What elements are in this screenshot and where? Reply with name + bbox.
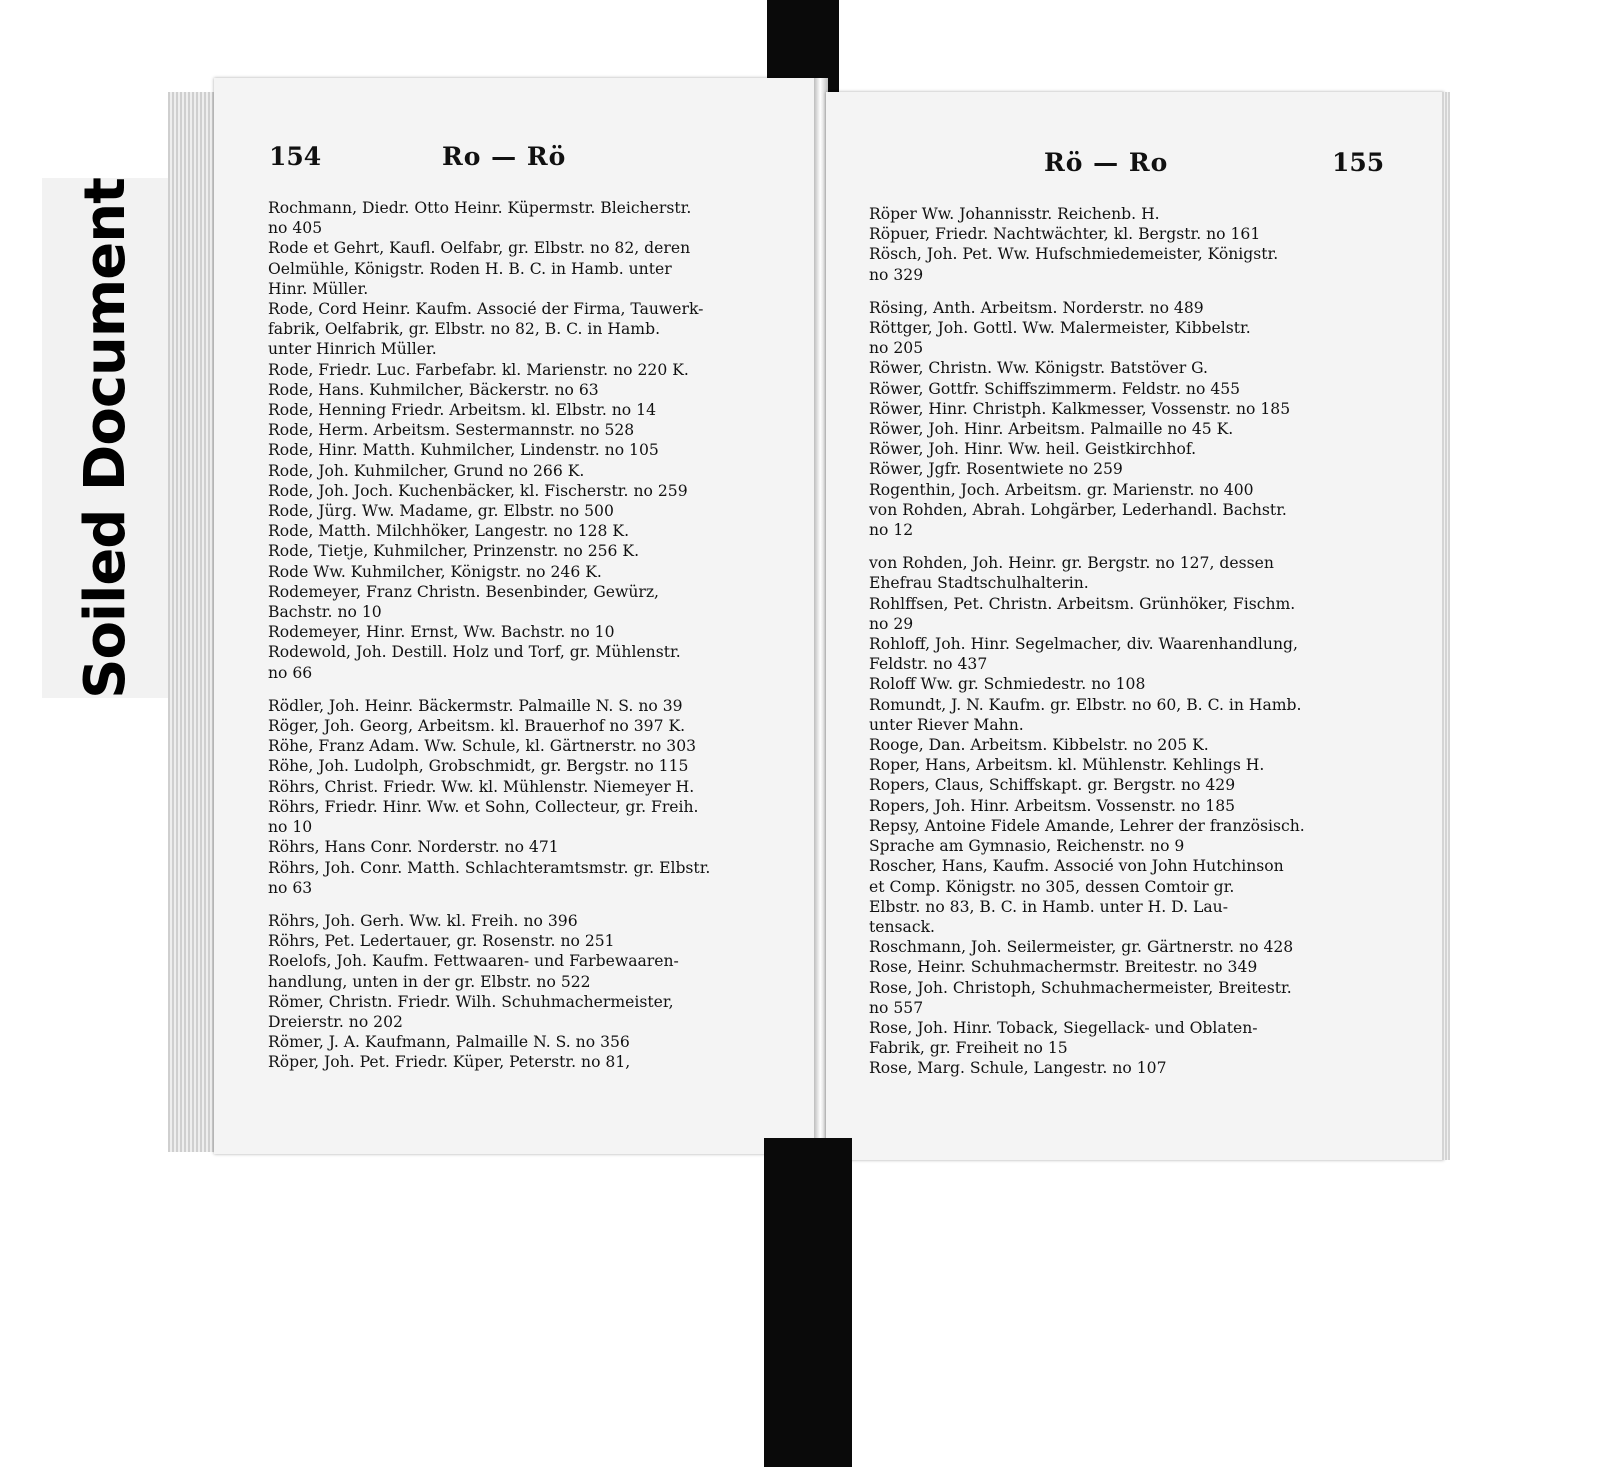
directory-entry <box>869 244 1305 284</box>
right-page-title: Rö — Ro <box>1044 148 1169 177</box>
directory-entry <box>869 204 1305 224</box>
entry-line: Röwer, Christn. Ww. Königstr. Batstöver G. <box>869 359 1208 378</box>
entry-line: Rode, Joh. Kuhmilcher, Grund no 266 K. <box>268 461 585 480</box>
entry-line: Röhrs, Christ. Friedr. Ww. kl. Mühlenstr. Niemeyer H. <box>268 777 695 796</box>
entry-line: Rödler, Joh. Heinr. Bäckermstr. Palmaille N. S. no 39 <box>268 696 683 715</box>
entry-line: Roper, Hans, Arbeitsm. kl. Mühlenstr. Kehlings H. <box>869 756 1265 775</box>
directory-entry <box>869 634 1305 674</box>
directory-entry <box>869 379 1305 399</box>
directory-entry <box>268 1052 710 1072</box>
right-page-entries <box>869 204 1305 1079</box>
directory-entry <box>869 553 1305 593</box>
directory-entry <box>869 856 1305 937</box>
directory-entry <box>869 816 1305 856</box>
directory-entry <box>869 735 1305 755</box>
entry-line: Rode et Gehrt, Kaufl. Oelfabr, gr. Elbstr. no 82, deren <box>268 239 691 258</box>
directory-entry <box>268 582 710 622</box>
directory-entry <box>268 360 710 380</box>
directory-entry <box>268 198 710 238</box>
entry-line: no 205 <box>869 339 924 358</box>
entry-line: Rodemeyer, Hinr. Ernst, Ww. Bachstr. no 10 <box>268 623 615 642</box>
directory-entry <box>268 777 710 797</box>
directory-entry <box>869 224 1305 244</box>
entry-line: Romundt, J. N. Kaufm. gr. Elbstr. no 60, B. C. in Hamb. <box>869 695 1302 714</box>
entry-line: unter Riever Mahn. <box>869 715 1024 734</box>
directory-entry <box>268 696 710 716</box>
right-page <box>826 92 1444 1160</box>
directory-entry <box>869 674 1305 694</box>
entry-line: Römer, Christn. Friedr. Wilh. Schuhmachermeister, <box>268 992 674 1011</box>
entry-line: Rode, Joh. Joch. Kuchenbäcker, kl. Fischerstr. no 259 <box>268 481 688 500</box>
entry-line: Rochmann, Diedr. Otto Heinr. Küpermstr. Bleicherstr. <box>268 199 692 217</box>
directory-entry <box>869 978 1305 1018</box>
entry-line: Röper, Joh. Pet. Friedr. Küper, Peterstr. no 81, <box>268 1053 631 1072</box>
directory-entry <box>869 419 1305 439</box>
entry-line: Sprache am Gymnasio, Reichenstr. no 9 <box>869 837 1185 856</box>
entry-line: Röhrs, Joh. Gerh. Ww. kl. Freih. no 396 <box>268 911 578 930</box>
directory-entry <box>869 358 1305 378</box>
entry-line: Röttger, Joh. Gottl. Ww. Malermeister, Kibbelstr. <box>869 319 1251 338</box>
directory-entry <box>268 521 710 541</box>
entry-line: Rösing, Anth. Arbeitsm. Norderstr. no 489 <box>869 298 1204 317</box>
entry-line: Röper Ww. Johannisstr. Reichenb. H. <box>869 205 1160 223</box>
directory-entry <box>268 951 710 991</box>
entry-line: Hinr. Müller. <box>268 279 369 298</box>
left-page-number: 154 <box>269 142 322 171</box>
right-page-header <box>826 148 1444 184</box>
directory-entry <box>268 420 710 440</box>
right-page-edges <box>1442 92 1450 1160</box>
entry-line: Rode, Matth. Milchhöker, Langestr. no 128 K. <box>268 522 630 541</box>
entry-line: Rohlffsen, Pet. Christn. Arbeitsm. Grünhöker, Fischm. <box>869 594 1296 613</box>
entry-line: no 405 <box>268 219 323 238</box>
entry-line: Römer, J. A. Kaufmann, Palmaille N. S. no 356 <box>268 1033 630 1052</box>
entry-line: Röhrs, Joh. Conr. Matth. Schlachteramtsmstr. gr. Elbstr. <box>268 858 711 877</box>
directory-entry <box>869 937 1305 957</box>
entry-line: no 10 <box>268 818 313 837</box>
directory-entry <box>869 298 1305 318</box>
entry-line: Bachstr. no 10 <box>268 603 382 622</box>
entry-line: Roschmann, Joh. Seilermeister, gr. Gärtnerstr. no 428 <box>869 938 1294 957</box>
entry-line: handlung, unten in der gr. Elbstr. no 522 <box>268 972 591 991</box>
entry-line: Röhrs, Friedr. Hinr. Ww. et Sohn, Collecteur, gr. Freih. <box>268 797 699 816</box>
directory-entry <box>869 775 1305 795</box>
entry-line: Rösch, Joh. Pet. Ww. Hufschmiedemeister, Königstr. <box>869 245 1279 264</box>
directory-entry <box>268 756 710 776</box>
entry-line: Rode, Henning Friedr. Arbeitsm. kl. Elbstr. no 14 <box>268 401 656 420</box>
directory-entry <box>869 755 1305 775</box>
directory-entry <box>268 992 710 1032</box>
entry-line: Roelofs, Joh. Kaufm. Fettwaaren- und Farbewaaren- <box>268 952 679 971</box>
spine-bottom <box>764 1138 852 1467</box>
directory-entry <box>869 957 1305 977</box>
directory-entry <box>268 642 710 682</box>
entry-line: no 66 <box>268 663 313 682</box>
directory-entry <box>869 399 1305 419</box>
entry-line: Ropers, Claus, Schiffskapt. gr. Bergstr. no 429 <box>869 776 1236 795</box>
entry-line: Rodewold, Joh. Destill. Holz und Torf, gr. Mühlenstr. <box>268 643 681 662</box>
directory-entry <box>268 461 710 481</box>
entry-line: Rose, Joh. Hinr. Toback, Siegellack- und Oblaten- <box>869 1018 1258 1037</box>
entry-line: Rode, Hinr. Matth. Kuhmilcher, Lindenstr. no 105 <box>268 441 659 460</box>
entry-line: et Comp. Königstr. no 305, dessen Comtoir gr. <box>869 877 1235 896</box>
entry-line: Rose, Marg. Schule, Langestr. no 107 <box>869 1059 1167 1078</box>
entry-line: Rode, Hans. Kuhmilcher, Bäckerstr. no 63 <box>268 380 599 399</box>
entry-line: Röhrs, Pet. Ledertauer, gr. Rosenstr. no 251 <box>268 932 615 951</box>
entry-line: Rogenthin, Joch. Arbeitsm. gr. Marienstr. no 400 <box>869 480 1254 499</box>
entry-line: Rose, Joh. Christoph, Schuhmachermeister, Breitestr. <box>869 978 1292 997</box>
directory-entry <box>268 716 710 736</box>
entry-line: Röwer, Hinr. Christph. Kalkmesser, Vossenstr. no 185 <box>869 399 1291 418</box>
directory-entry <box>268 797 710 837</box>
entry-line: Rohloff, Joh. Hinr. Segelmacher, div. Waarenhandlung, <box>869 635 1298 654</box>
entry-line: Röhe, Joh. Ludolph, Grobschmidt, gr. Bergstr. no 115 <box>268 757 689 776</box>
directory-entry <box>268 931 710 951</box>
entry-line: Rode, Tietje, Kuhmilcher, Prinzenstr. no 256 K. <box>268 542 640 561</box>
entry-line: Ehefrau Stadtschulhalterin. <box>869 574 1089 593</box>
left-page-header <box>214 142 818 178</box>
left-page-entries <box>268 198 710 1073</box>
entry-line: Röwer, Joh. Hinr. Ww. heil. Geistkirchhof. <box>869 440 1197 459</box>
entry-line: Fabrik, gr. Freiheit no 15 <box>869 1039 1068 1058</box>
entry-line: Rode, Herm. Arbeitsm. Sestermannstr. no 528 <box>268 421 635 440</box>
entry-line: Elbstr. no 83, B. C. in Hamb. unter H. D. Lau- <box>869 897 1228 916</box>
entry-line: Rode, Friedr. Luc. Farbefabr. kl. Marienstr. no 220 K. <box>268 360 689 379</box>
entry-line: Röhe, Franz Adam. Ww. Schule, kl. Gärtnerstr. no 303 <box>268 737 697 756</box>
entry-line: Repsy, Antoine Fidele Amande, Lehrer der französisch. <box>869 816 1305 835</box>
entry-line: Rode, Cord Heinr. Kaufm. Associé der Firma, Tauwerk- <box>268 300 704 319</box>
directory-entry <box>869 459 1305 479</box>
entry-line: no 329 <box>869 265 924 284</box>
entry-line: no 63 <box>268 878 313 897</box>
entry-gap <box>268 683 710 696</box>
entry-line: no 557 <box>869 998 924 1017</box>
directory-entry <box>268 1032 710 1052</box>
directory-entry <box>869 1018 1305 1058</box>
directory-entry <box>268 736 710 756</box>
entry-line: Rode Ww. Kuhmilcher, Königstr. no 246 K. <box>268 562 602 581</box>
entry-line: Röwer, Joh. Hinr. Arbeitsm. Palmaille no 45 K. <box>869 420 1234 439</box>
directory-entry <box>268 481 710 501</box>
entry-line: Roscher, Hans, Kaufm. Associé von John Hutchinson <box>869 857 1284 876</box>
entry-gap <box>869 285 1305 298</box>
entry-line: unter Hinrich Müller. <box>268 340 437 359</box>
entry-line: Oelmühle, Königstr. Roden H. B. C. in Hamb. unter <box>268 259 672 278</box>
directory-entry <box>268 562 710 582</box>
directory-entry <box>268 501 710 521</box>
directory-entry <box>869 500 1305 540</box>
entry-line: Röhrs, Hans Conr. Norderstr. no 471 <box>268 838 559 857</box>
directory-entry <box>869 796 1305 816</box>
directory-entry <box>268 380 710 400</box>
entry-line: Röpuer, Friedr. Nachtwächter, kl. Bergstr. no 161 <box>869 225 1261 244</box>
directory-entry <box>869 480 1305 500</box>
entry-line: fabrik, Oelfabrik, gr. Elbstr. no 82, B. C. in Hamb. <box>268 320 661 339</box>
right-page-number: 155 <box>1332 148 1385 177</box>
directory-entry <box>869 1058 1305 1078</box>
entry-line: no 29 <box>869 614 914 633</box>
directory-entry <box>268 238 710 299</box>
directory-entry <box>268 400 710 420</box>
directory-entry <box>268 911 710 931</box>
entry-gap <box>869 540 1305 553</box>
entry-line: von Rohden, Joh. Heinr. gr. Bergstr. no 127, dessen <box>869 554 1274 573</box>
directory-entry <box>869 594 1305 634</box>
soiled-document-label <box>42 178 168 698</box>
entry-line: Rode, Jürg. Ww. Madame, gr. Elbstr. no 500 <box>268 502 614 521</box>
entry-line: von Rohden, Abrah. Lohgärber, Lederhandl. Bachstr. <box>869 500 1287 519</box>
entry-line: Feldstr. no 437 <box>869 655 988 674</box>
entry-line: Röwer, Jgfr. Rosentwiete no 259 <box>869 460 1123 479</box>
directory-entry <box>869 439 1305 459</box>
entry-line: Roloff Ww. gr. Schmiedestr. no 108 <box>869 675 1146 694</box>
entry-line: Rodemeyer, Franz Christn. Besenbinder, Gewürz, <box>268 582 660 601</box>
directory-entry <box>268 837 710 857</box>
left-page-title: Ro — Rö <box>442 142 567 171</box>
entry-line: Röger, Joh. Georg, Arbeitsm. kl. Brauerhof no 397 K. <box>268 717 686 736</box>
directory-entry <box>869 318 1305 358</box>
left-page-edges <box>168 92 220 1152</box>
entry-line: Rooge, Dan. Arbeitsm. Kibbelstr. no 205 K. <box>869 736 1209 755</box>
entry-line: Röwer, Gottfr. Schiffszimmerm. Feldstr. no 455 <box>869 379 1241 398</box>
directory-entry <box>268 622 710 642</box>
directory-entry <box>268 299 710 360</box>
directory-entry <box>268 858 710 898</box>
entry-line: Dreierstr. no 202 <box>268 1012 403 1031</box>
entry-line: Ropers, Joh. Hinr. Arbeitsm. Vossenstr. no 185 <box>869 796 1236 815</box>
directory-entry <box>268 440 710 460</box>
entry-line: Rose, Heinr. Schuhmachermstr. Breitestr. no 349 <box>869 958 1258 977</box>
directory-entry <box>869 695 1305 735</box>
soiled-document-label-text: Soiled Document <box>72 177 138 699</box>
entry-line: no 12 <box>869 521 914 540</box>
directory-entry <box>268 541 710 561</box>
left-page <box>214 78 818 1154</box>
entry-gap <box>268 898 710 911</box>
entry-line: tensack. <box>869 917 935 936</box>
